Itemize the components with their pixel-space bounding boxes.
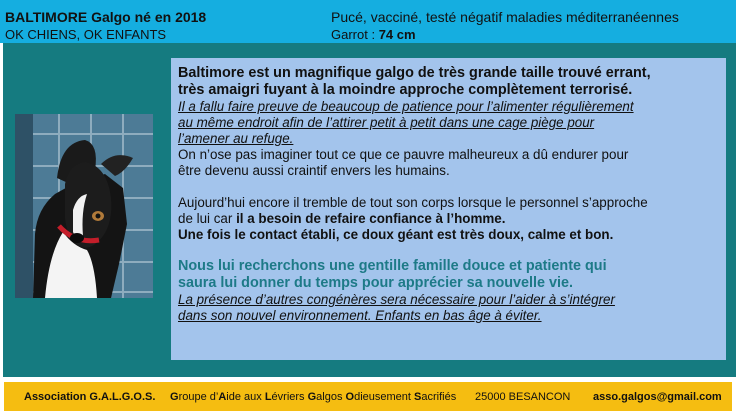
withers-height [331,27,416,42]
acronym-word: algos [316,391,346,403]
today-line-2-bold: il a besoin de refaire confiance à l’homme. [236,211,506,226]
patience-line-2: au même endroit afin de l’attirer petit à petit dans une cage piège pour [178,115,595,130]
today-line-2 [178,211,718,227]
association-city: 25000 BESANCON [475,391,571,403]
dog-photo [15,114,153,298]
acronym-letter: L [264,391,272,403]
description-card [171,58,726,360]
association-name: Association G.A.L.G.O.S. [24,391,156,403]
acronym-letter: G [170,391,179,403]
garrot-label: Garrot : [331,27,376,42]
footer-bar [4,382,732,411]
acronym-word: ide aux [226,391,265,403]
paragraph-spacer [178,179,718,195]
suffered-line-1: On n’ose pas imaginer tout ce que ce pauvre malheureux a dû endurer pour [178,147,629,162]
contact-line: Une fois le contact établi, ce doux géant est très doux, calme et bon. [178,227,614,242]
patience-line-1: Il a fallu faire preuve de beaucoup de patience pour l’alimenter régulièrement [178,99,634,114]
today-line-1: Aujourd’hui encore il tremble de tout son corps lorsque le personnel s’approche [178,195,648,210]
others-line-1: La présence d’autres congénères sera nécessaire pour l’aider à s’intégrer [178,292,615,307]
compatibility-line: OK CHIENS, OK ENFANTS [5,27,167,42]
dog-illustration [15,114,153,298]
acronym-letter: S [414,391,422,403]
others-line-2: dans son nouvel environnement. Enfants en bas âge à éviter. [178,308,542,323]
association-full-name [170,391,456,403]
dog-name-title: BALTIMORE Galgo né en 2018 [5,9,207,25]
acronym-letter: A [218,391,227,403]
acronym-word: acrifiés [421,391,457,403]
acronym-word: évriers [271,391,308,403]
contact-email: asso.galgos@gmail.com [593,391,722,403]
acronym-letter: G [307,391,317,403]
acronym-word: dieusement [354,391,415,403]
paragraph-spacer-2 [178,243,718,258]
search-line-2: saura lui donner du temps pour apprécier sa nouvelle vie. [178,275,574,291]
suffered-line-2: être devenu aussi craintif envers les humains. [178,163,450,178]
search-line-1: Nous lui recherchons une gentille famille douce et patiente qui [178,258,607,274]
garrot-value: 74 cm [378,27,416,42]
footer [0,378,736,416]
patience-line-3: l’amener au refuge. [178,131,294,146]
intro-line-2: très amaigri fuyant à la moindre approche complètement terrorisé. [178,82,633,98]
health-status: Pucé, vacciné, testé négatif maladies méditerranéennes [331,9,679,25]
acronym-word: roupe d’ [178,391,219,403]
today-line-2-plain: de lui car [178,211,237,226]
header-banner [0,0,736,43]
acronym-letter: O [345,391,355,403]
intro-line-1: Baltimore est un magnifique galgo de très grande taille trouvé errant, [178,65,651,81]
